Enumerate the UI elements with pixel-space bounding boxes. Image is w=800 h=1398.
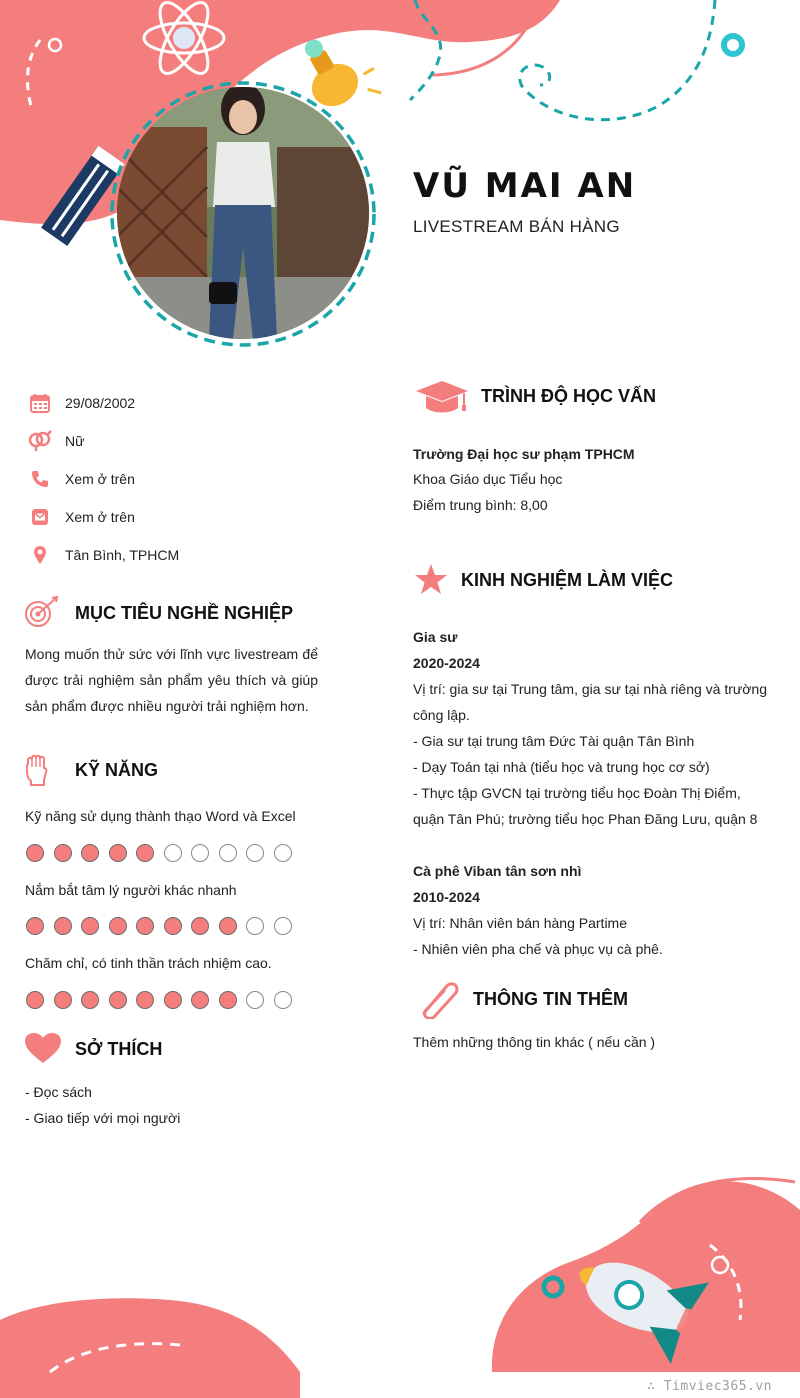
rating-dot-empty [274,917,292,935]
rating-dot-filled [26,991,44,1009]
job-entry [413,858,775,962]
watermark [647,1379,772,1394]
skill-label: Nắm bắt tâm lý người khác nhanh [25,882,237,898]
heart-icon [24,1032,64,1066]
job-line: - Nhiên viên pha chế và phục vụ cà phê. [413,941,663,957]
objective-heading [24,596,293,630]
job-company: Gia sư [413,629,458,645]
rating-dot-empty [246,991,264,1009]
job-entry [413,624,775,832]
rating-dot-filled [26,844,44,862]
rating-dot-filled [164,917,182,935]
skill-label: Kỹ năng sử dụng thành thạo Word và Excel [25,808,296,824]
rating-dot-empty [274,991,292,1009]
rating-dot-filled [191,917,209,935]
objective-title: MỤC TIÊU NGHỀ NGHIỆP [75,602,294,623]
rating-dot-filled [81,991,99,1009]
extra-text: Thêm những thông tin khác ( nếu cần ) [413,1034,656,1050]
extra-title: THÔNG TIN THÊM [473,988,628,1009]
calendar-icon [28,391,52,415]
experience-heading [414,563,673,597]
watermark-text: Timviec365.vn [663,1379,772,1394]
education-heading [414,378,656,414]
contact-phone [28,460,328,498]
skill-rating [26,991,292,1009]
email-icon [28,505,52,529]
contact-gender [28,422,328,460]
skill-rating [26,844,292,862]
contact-text: Xem ở trên [65,471,135,487]
contact-text: 29/08/2002 [65,395,136,411]
contact-email [28,498,328,536]
rating-dot-filled [136,991,154,1009]
graduation-cap-icon [414,378,470,414]
candidate-name: VŨ MAI AN [413,166,637,206]
rating-dot-filled [136,917,154,935]
rating-dot-filled [219,917,237,935]
hobby-item: - Giao tiếp với mọi người [25,1110,181,1126]
rating-dot-filled [26,917,44,935]
watermark-dots-icon: ∴ [647,1379,664,1394]
job-period: 2010-2024 [413,889,480,905]
fist-icon [24,754,64,786]
experience-title: KINH NGHIỆM LÀM VIỆC [461,569,674,590]
job-line: Vị trí: gia sư tại Trung tâm, gia sư tại nhà riêng và trường công lập. [413,681,768,723]
objective-text: Mong muốn thử sức với lĩnh vực livestream để được trải nghiệm sản phẩm yêu thích và giúp sản phẩm được nhiều người trải nghiệm hơn. [25,646,318,714]
rating-dot-empty [191,844,209,862]
job-line: - Gia sư tại trung tâm Đức Tài quận Tân Bình [413,733,695,749]
rating-dot-empty [274,844,292,862]
rating-dot-filled [219,991,237,1009]
rating-dot-filled [109,917,127,935]
skill-rating [26,917,292,935]
rating-dot-filled [136,844,154,862]
skills-heading [24,754,158,786]
rating-dot-filled [81,844,99,862]
hobbies-heading [24,1032,162,1066]
rating-dot-filled [164,991,182,1009]
phone-icon [28,467,52,491]
job-line: Vị trí: Nhân viên bán hàng Partime [413,915,628,931]
education-title: TRÌNH ĐỘ HỌC VẤN [481,385,656,406]
location-icon [28,543,52,567]
job-company: Cà phê Viban tân sơn nhì [413,863,582,879]
contact-list [28,384,328,574]
rating-dot-filled [191,991,209,1009]
rating-dot-empty [246,917,264,935]
rating-dot-filled [54,917,72,935]
job-line: - Thực tập GVCN tại trường tiểu học Đoàn Thị Điểm, quận Tân Phú; trường tiểu học Phan Đăng Lưu, quận 8 [413,785,758,827]
contact-text: Xem ở trên [65,509,135,525]
job-period: 2020-2024 [413,655,480,671]
hobbies-title: SỞ THÍCH [75,1038,163,1059]
paperclip-icon [416,979,462,1019]
rating-dot-filled [54,844,72,862]
hobby-item: - Đọc sách [25,1084,92,1100]
star-icon [414,563,450,597]
job-line: - Dạy Toán tại nhà (tiểu học và trung học cơ sở) [413,759,710,775]
rating-dot-filled [81,917,99,935]
education-school: Trường Đại học sư phạm TPHCM [413,446,635,462]
education-gpa: Điểm trung bình: 8,00 [413,497,548,513]
extra-heading [416,979,628,1019]
target-icon [24,596,64,630]
contact-location [28,536,328,574]
rating-dot-filled [109,844,127,862]
education-faculty: Khoa Giáo dục Tiểu học [413,471,563,487]
skill-label: Chăm chỉ, có tinh thần trách nhiệm cao. [25,955,272,971]
rating-dot-filled [54,991,72,1009]
contact-text: Nữ [65,433,85,449]
candidate-role: LIVESTREAM BÁN HÀNG [413,217,620,236]
skills-title: KỸ NĂNG [75,759,159,780]
contact-text: Tân Bình, TPHCM [65,547,180,563]
rating-dot-empty [164,844,182,862]
rating-dot-filled [109,991,127,1009]
rating-dot-empty [246,844,264,862]
contact-birthday [28,384,328,422]
gender-icon [28,429,52,453]
rating-dot-empty [219,844,237,862]
